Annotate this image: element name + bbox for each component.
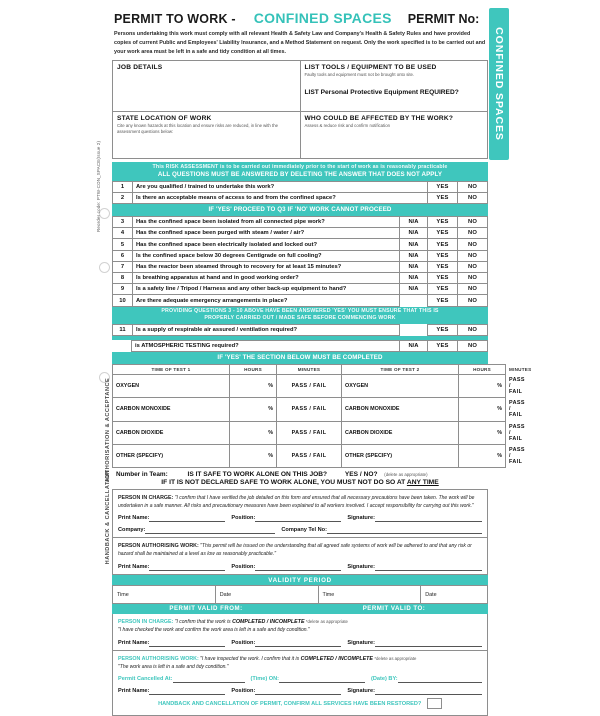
gas-test-table — [112, 364, 532, 468]
proceed-banner-text: IF 'YES' PROCEED TO Q3 IF 'NO' WORK CANNOT PROCEED — [208, 205, 392, 213]
question-number: 2 — [113, 193, 133, 204]
answer-yes[interactable]: YES — [428, 217, 458, 228]
signature-input[interactable] — [375, 564, 482, 571]
handback-delete-note: *delete as appropriate — [305, 619, 348, 625]
paw-fields-row — [118, 564, 482, 571]
page-title: PERMIT TO WORK - — [114, 12, 236, 26]
answer-no[interactable]: NO — [458, 261, 488, 272]
percent-field[interactable]: % — [230, 398, 277, 421]
answer-na-empty — [400, 324, 428, 335]
handback-pic-block — [112, 614, 488, 651]
answer-yes[interactable]: YES — [428, 341, 458, 352]
gas-name: OTHER (SPECIFY) — [113, 444, 230, 467]
risk-assessment-banner — [112, 162, 488, 181]
percent-field[interactable]: % — [459, 375, 506, 398]
affected-subtext: Assess & reduce risk and confirm notification — [304, 123, 390, 129]
atmospheric-banner-text: IF 'YES' THE SECTION BELOW MUST BE COMPLETED — [217, 353, 383, 361]
answer-no[interactable]: NO — [458, 228, 488, 239]
final-handback-text: HANDBACK AND CANCELLATION OF PERMIT, CONFIRM ALL SERVICES HAVE BEEN RESTORED? — [158, 700, 422, 707]
handback-pic-fields-row — [118, 640, 482, 647]
handback-paw-fields-row — [118, 688, 482, 695]
ppe-heading: LIST Personal Protective Equipment REQUIRED? — [304, 89, 459, 97]
tools-cell[interactable] — [300, 61, 488, 112]
answer-no[interactable]: NO — [458, 324, 488, 335]
question-number: 6 — [113, 250, 133, 261]
signature-input[interactable] — [375, 515, 482, 522]
question-number: 8 — [113, 273, 133, 284]
atmospheric-question: is ATMOSPHERIC TESTING required? — [132, 341, 400, 352]
safe-alone-answer[interactable]: YES / NO? — [344, 470, 378, 478]
answer-yes[interactable]: YES — [428, 295, 458, 306]
risk-banner-line1: This RISK ASSESSMENT is to be carried out immediately prior to the start of work as is reasonably practicable — [152, 163, 448, 170]
answer-no[interactable]: NO — [458, 193, 488, 204]
print-name-input[interactable] — [149, 640, 225, 647]
company-tel-label: Company Tel No: — [281, 527, 327, 534]
questions-table-3 — [112, 324, 488, 336]
answer-yes[interactable]: YES — [428, 261, 458, 272]
answer-yes[interactable]: YES — [428, 284, 458, 295]
answer-na[interactable]: N/A — [400, 261, 428, 272]
person-in-charge-block — [112, 489, 488, 539]
table-row[interactable] — [113, 261, 488, 272]
safe-alone-question: IS IT SAFE TO WORK ALONE ON THIS JOB? — [187, 470, 328, 478]
gas-name: CARBON MONOXIDE — [113, 398, 230, 421]
vertical-label-authorisation: AUTHORISATION & ACCEPTANCE — [105, 377, 111, 483]
print-name-label: Print Name: — [118, 515, 150, 522]
answer-yes[interactable]: YES — [428, 324, 458, 335]
answer-no[interactable]: NO — [458, 250, 488, 261]
pass-fail-field[interactable]: PASS / FAIL — [277, 421, 342, 444]
valid-from-date[interactable]: Date — [215, 586, 318, 603]
providing-banner-line1: PROVIDING QUESTIONS 3 - 10 ABOVE HAVE BEEN ANSWERED 'YES' YOU MUST ENSURE THAT THIS IS — [161, 308, 439, 315]
position-label: Position: — [231, 639, 256, 646]
position-label: Position: — [231, 515, 256, 522]
number-in-team-label: Number in Team: — [116, 470, 168, 478]
question-text: Is the confined space below 30 degrees Centigrade on full cooling? — [133, 250, 400, 261]
providing-questions-banner — [112, 307, 488, 324]
alone-warning-text: IF IT IS NOT DECLARED SAFE TO WORK ALONE, YOU MUST NOT DO SO AT — [161, 478, 407, 486]
person-in-charge-text: "I confirm that I have verified the job detailed on this form and ensured that all necessary precautions have been taken. The work will be undertaken in a safe manner. All risks and precautionary measures have been explained to all workers involved. I accept responsibility for carrying out this work." — [118, 494, 475, 509]
question-number: 5 — [113, 239, 133, 250]
spacer-cell — [112, 341, 132, 352]
valid-to-date[interactable]: Date — [421, 586, 488, 603]
answer-no[interactable]: NO — [458, 284, 488, 295]
person-authorising-block — [112, 538, 488, 575]
table-row[interactable] — [113, 228, 488, 239]
question-text: Has the confined space been purged with steam / water / air? — [133, 228, 400, 239]
page-title-highlight: CONFINED SPACES — [253, 10, 392, 26]
answer-no[interactable]: NO — [458, 341, 488, 352]
permit-cancelled-row — [118, 676, 482, 683]
final-handback-banner — [118, 695, 482, 712]
col-time-test-2: TIME OF TEST 2 — [342, 364, 459, 374]
handback-paw-status[interactable]: COMPLETED / INCOMPLETE — [300, 655, 373, 662]
answer-yes[interactable]: YES — [428, 228, 458, 239]
handback-pic-label: PERSON IN CHARGE: — [118, 619, 174, 626]
table-row[interactable] — [112, 341, 488, 352]
print-name-input[interactable] — [149, 688, 225, 695]
pass-fail-field[interactable]: PASS / FAIL — [277, 375, 342, 398]
answer-yes[interactable]: YES — [428, 273, 458, 284]
atmospheric-testing-table — [112, 340, 488, 352]
person-authorising-label: PERSON AUTHORISING WORK: — [118, 543, 199, 550]
company-label: Company: — [118, 527, 146, 534]
job-details-cell[interactable] — [113, 61, 301, 112]
handback-paw-text-a: "I have inspected the work. I confirm that it is — [200, 655, 300, 662]
question-number: 10 — [113, 295, 133, 306]
handback-pic-declaration — [118, 618, 482, 635]
answer-no[interactable]: NO — [458, 182, 488, 193]
print-name-input[interactable] — [149, 564, 225, 571]
percent-field[interactable]: % — [459, 398, 506, 421]
question-text: Are you qualified / trained to undertake this work? — [133, 182, 428, 193]
reorder-code: Reorder code: PTW-CON_SPACE(Issue 2) — [96, 140, 101, 232]
permit-valid-from: PERMIT VALID FROM: — [112, 604, 300, 615]
person-in-charge-declaration — [118, 494, 482, 511]
position-input[interactable] — [255, 688, 341, 695]
signature-label: Signature: — [347, 639, 376, 646]
question-number: 4 — [113, 228, 133, 239]
answer-na[interactable]: N/A — [400, 273, 428, 284]
tools-subtext: Faulty tools and equipment must not be brought onto site. — [304, 72, 415, 78]
question-text: Is breathing apparatus at hand and in good working order? — [133, 273, 400, 284]
person-authorising-text: "This permit will be issued on the understanding that all agreed safe systems of work will be adhered to and that any risk or hazard shall be maintained at a level as low as reasonably practicable." — [118, 543, 472, 558]
gas-name: CARBON DIOXIDE — [113, 421, 230, 444]
affected-cell[interactable] — [300, 112, 488, 159]
permit-valid-row — [112, 604, 488, 615]
position-label: Position: — [231, 688, 256, 695]
handback-paw-label: PERSON AUTHORISING WORK: — [118, 655, 199, 662]
time-on-input[interactable] — [279, 676, 365, 683]
col-time-test-1: TIME OF TEST 1 — [113, 364, 230, 374]
gas-name: OTHER (SPECIFY) — [342, 444, 459, 467]
answer-na[interactable]: N/A — [400, 217, 428, 228]
answer-no[interactable]: NO — [458, 273, 488, 284]
col-hours-1: HOURS — [230, 364, 277, 374]
question-text: Has the confined space been isolated from all connected pipe work? — [133, 217, 400, 228]
percent-field[interactable]: % — [230, 375, 277, 398]
table-row[interactable] — [113, 182, 488, 193]
handback-pic-text-b: "I have checked the work and confirm the work area is left in a safe and tidy condition." — [118, 627, 310, 633]
print-name-label: Print Name: — [118, 688, 150, 695]
gas-test-header-row: TIME OF TEST 1 HOURS MINUTES TIME OF TEST 2 HOURS MINUTES — [113, 364, 506, 374]
questions-table-2 — [112, 216, 488, 307]
risk-banner-line2: ALL QUESTIONS MUST BE ANSWERED BY DELETING THE ANSWER THAT DOES NOT APPLY — [157, 170, 443, 178]
form-title-row — [112, 8, 488, 30]
table-row[interactable] — [113, 217, 488, 228]
print-name-label: Print Name: — [118, 563, 150, 570]
answer-na[interactable]: N/A — [400, 228, 428, 239]
question-number: 9 — [113, 284, 133, 295]
table-row[interactable] — [113, 586, 488, 603]
percent-field[interactable]: % — [459, 421, 506, 444]
handback-paw-text-b: "The work area is left in a safe and tidy condition." — [118, 663, 229, 670]
handback-pic-status[interactable]: COMPLETED / INCOMPLETE — [232, 619, 305, 626]
questions-table-1 — [112, 181, 488, 204]
validity-grid — [112, 585, 488, 603]
table-row[interactable] — [113, 273, 488, 284]
date-by-label: (Date) BY: — [371, 676, 398, 683]
table-row[interactable] — [113, 284, 488, 295]
pass-fail-field[interactable]: PASS / FAIL — [277, 444, 342, 467]
gas-name: OXYGEN — [342, 375, 459, 398]
alone-warning — [112, 478, 488, 489]
affected-heading: WHO COULD BE AFFECTED BY THE WORK? — [304, 115, 454, 123]
answer-yes[interactable]: YES — [428, 193, 458, 204]
question-text: Is a supply of respirable air assured / ventilation required? — [133, 324, 400, 335]
pic-fields-row — [118, 515, 482, 522]
valid-from-time[interactable]: Time — [113, 586, 216, 603]
tools-heading: LIST TOOLS / EQUIPMENT TO BE USED — [304, 64, 437, 72]
answer-na-empty — [400, 295, 428, 306]
table-row[interactable]: OTHER (SPECIFY) % PASS / FAIL OTHER (SPECIFY) % PASS / FAIL — [113, 444, 506, 467]
gas-name: CARBON MONOXIDE — [342, 398, 459, 421]
company-fields-row — [118, 527, 482, 534]
permit-valid-to: PERMIT VALID TO: — [300, 604, 488, 615]
company-input[interactable] — [145, 527, 275, 534]
validity-period-heading: VALIDITY PERIOD — [112, 575, 488, 586]
signature-label: Signature: — [347, 563, 376, 570]
side-tab-confined-spaces — [489, 8, 509, 160]
answer-no[interactable]: NO — [458, 239, 488, 250]
answer-na[interactable]: N/A — [400, 341, 428, 352]
side-tab-label: CONFINED SPACES — [493, 27, 505, 141]
question-number: 7 — [113, 261, 133, 272]
punch-hole-middle — [99, 262, 110, 273]
percent-field[interactable]: % — [230, 421, 277, 444]
answer-yes[interactable]: YES — [428, 239, 458, 250]
answer-na[interactable]: N/A — [400, 239, 428, 250]
table-row[interactable]: CARBON DIOXIDE % PASS / FAIL CARBON DIOXIDE % PASS / FAIL — [113, 421, 506, 444]
handback-paw-delete-note: *delete as appropriate — [374, 655, 417, 661]
permit-number-label: PERMIT No: — [407, 12, 480, 26]
job-details-grid — [112, 60, 488, 159]
signature-input[interactable] — [375, 640, 482, 647]
form-sheet — [112, 8, 532, 716]
valid-to-time[interactable]: Time — [318, 586, 421, 603]
question-number: 3 — [113, 217, 133, 228]
location-cell[interactable] — [113, 112, 301, 159]
question-number: 1 — [113, 182, 133, 193]
question-text: Has the reactor been steamed through to recovery for at least 15 minutes? — [133, 261, 400, 272]
person-authorising-declaration — [118, 542, 482, 559]
pass-fail-field[interactable]: PASS / FAIL — [277, 398, 342, 421]
location-subtext: Cite any known hazards at this location and ensure risks are reduced, in line with the assessment questions below: — [117, 123, 278, 135]
gas-name: CARBON DIOXIDE — [342, 421, 459, 444]
intro-paragraph: Persons undertaking this work must comply with all relevant Health & Safety Law and Company's Health & Safety Rules and have provided copies of current Public and Employees' Liability Insurance, and a Method Statement on request. Only the work specified is to be carried out and your work area must be left in a safe and tidy condition at all times. — [114, 31, 486, 55]
print-name-input[interactable] — [149, 515, 225, 522]
date-by-input[interactable] — [398, 676, 482, 683]
answer-na[interactable]: N/A — [400, 250, 428, 261]
delete-note: (delete as appropriate) — [384, 471, 428, 477]
question-text: Is a safety line / Tripod / Harness and any other back-up equipment to hand? — [133, 284, 400, 295]
vertical-label-handback: HANDBACK & CANCELLATION — [105, 469, 111, 565]
question-text: Has the confined space been electrically isolated and locked out? — [133, 239, 400, 250]
time-on-label: (Time) ON: — [250, 676, 280, 683]
signature-label: Signature: — [347, 688, 376, 695]
answer-yes[interactable]: YES — [428, 182, 458, 193]
question-text: Is there an acceptable means of access to and from the confined space? — [133, 193, 428, 204]
print-name-label: Print Name: — [118, 639, 150, 646]
permit-cancelled-label: Permit Cancelled At: — [118, 676, 173, 683]
person-in-charge-label: PERSON IN CHARGE: — [118, 494, 174, 501]
col-minutes-1: MINUTES — [277, 364, 342, 374]
handback-pic-text-a: "I confirm that the work is — [174, 619, 231, 626]
services-restored-checkbox[interactable] — [427, 698, 442, 709]
gas-name: OXYGEN — [113, 375, 230, 398]
answer-yes[interactable]: YES — [428, 250, 458, 261]
handback-paw-declaration — [118, 655, 482, 672]
signature-label: Signature: — [347, 515, 376, 522]
company-tel-input[interactable] — [327, 527, 482, 534]
percent-field[interactable]: % — [230, 444, 277, 467]
table-row[interactable] — [113, 250, 488, 261]
proceed-banner — [112, 204, 488, 216]
position-input[interactable] — [255, 515, 341, 522]
location-heading: STATE LOCATION OF WORK — [117, 115, 212, 123]
team-line — [112, 468, 488, 478]
position-input[interactable] — [255, 640, 341, 647]
percent-field[interactable]: % — [459, 444, 506, 467]
answer-na[interactable]: N/A — [400, 284, 428, 295]
table-row[interactable]: OXYGEN % PASS / FAIL OXYGEN % PASS / FAIL — [113, 375, 506, 398]
handback-paw-block — [112, 651, 488, 716]
table-row[interactable] — [113, 324, 488, 335]
table-row[interactable] — [113, 239, 488, 250]
answer-no[interactable]: NO — [458, 217, 488, 228]
table-row[interactable] — [113, 193, 488, 204]
signature-input[interactable] — [375, 688, 482, 695]
question-text: Are there adequate emergency arrangements in place? — [133, 295, 400, 306]
permit-cancelled-input[interactable] — [173, 676, 245, 683]
job-details-heading: JOB DETAILS — [117, 64, 163, 72]
providing-banner-line2: PROPERLY CARRIED OUT / MADE SAFE BEFORE COMMENCING WORK — [204, 315, 396, 322]
position-label: Position: — [231, 563, 256, 570]
position-input[interactable] — [255, 564, 341, 571]
alone-warning-underline: ANY TIME — [406, 478, 439, 486]
table-row[interactable]: CARBON MONOXIDE % PASS / FAIL CARBON MONOXIDE % PASS / FAIL — [113, 398, 506, 421]
question-number: 11 — [113, 324, 133, 335]
col-hours-2: HOURS — [459, 364, 506, 374]
table-row[interactable] — [113, 295, 488, 306]
atmospheric-banner — [112, 352, 488, 364]
answer-no[interactable]: NO — [458, 295, 488, 306]
